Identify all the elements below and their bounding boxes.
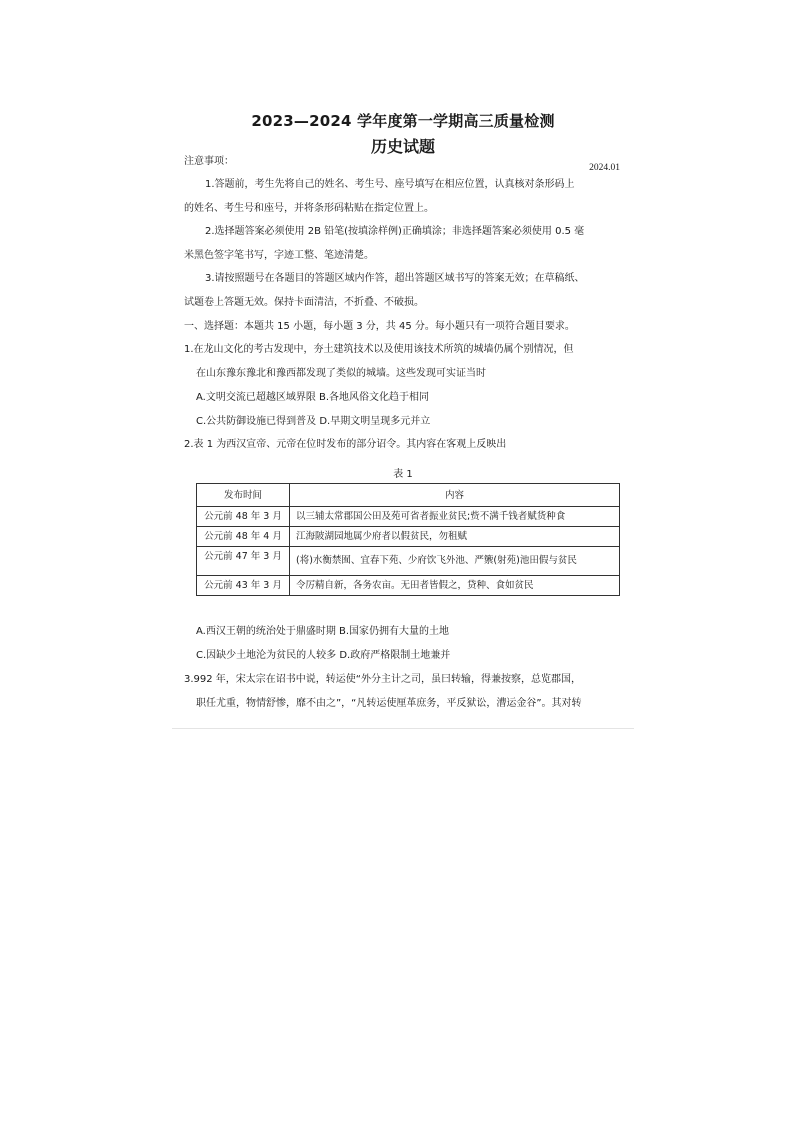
row-time: 公元前 48 年 3 月	[197, 507, 290, 527]
note-1-line-1: 1.答题前，考生先将自己的姓名、考生号、座号填写在相应位置，认真核对条形码上	[205, 179, 575, 190]
table-row	[197, 507, 620, 527]
edict-table	[196, 483, 620, 596]
q1-options-ab: A.文明交流已超越区域界限 B.各地风俗文化趋于相同	[196, 392, 430, 403]
note-2-line-1: 2.选择题答案必须使用 2B 铅笔(按填涂样例)正确填涂；非选择题答案必须使用 0.5 毫	[205, 226, 585, 237]
note-3-line-2: 试题卷上答题无效。保持卡面清洁，不折叠、不破损。	[184, 297, 424, 308]
row-time: 公元前 48 年 4 月	[197, 527, 290, 547]
q2-stem: 2.表 1 为西汉宣帝、元帝在位时发布的部分诏令。其内容在客观上反映出	[184, 439, 507, 450]
exam-subtitle: 历史试题	[370, 137, 435, 156]
q2-options-cd: C.因缺少土地沦为贫民的人较多 D.政府严格限制土地兼并	[196, 650, 451, 661]
note-1-line-2: 的姓名、考生号和座号，并将条形码粘贴在指定位置上。	[184, 203, 434, 214]
row-time: 公元前 47 年 3 月	[197, 547, 290, 576]
table-header-row	[197, 484, 620, 507]
table-row	[197, 547, 620, 576]
note-2-line-2: 米黑色签字笔书写，字迹工整、笔迹清楚。	[184, 250, 374, 261]
q1-stem-line-1: 1.在龙山文化的考古发现中，夯土建筑技术以及使用该技术所筑的城墙仍属个别情况，但	[184, 344, 574, 355]
exam-date: 2024.01	[589, 163, 620, 173]
exam-page	[172, 100, 634, 732]
q3-stem-line-1: 3.992 年，宋太宗在诏书中说，转运使“外分主计之司，虽曰转输，得兼按察，总览郡国，	[184, 674, 581, 685]
note-3-line-1: 3.请按照题号在各题目的答题区域内作答，超出答题区域书写的答案无效；在草稿纸、	[205, 273, 585, 284]
q1-options-cd: C.公共防御设施已得到普及 D.早期文明呈现多元并立	[196, 416, 431, 427]
q1-stem-line-2: 在山东豫东豫北和豫西都发现了类似的城墙。这些发现可实证当时	[196, 368, 486, 379]
q2-options-ab: A.西汉王朝的统治处于鼎盛时期 B.国家仍拥有大量的土地	[196, 626, 450, 637]
column-header-time: 发布时间	[197, 484, 290, 507]
section-1-heading: 一、选择题：本题共 15 小题，每小题 3 分，共 45 分。每小题只有一项符合题目要求。	[184, 321, 575, 332]
q3-stem-line-2: 职任尤重，物情舒惨，靡不由之”，“凡转运使厘革庶务，平反狱讼，漕运金谷”。其对转	[196, 698, 582, 709]
row-time: 公元前 43 年 3 月	[197, 576, 290, 596]
page-bottom-edge	[172, 728, 634, 729]
table-caption: 表 1	[393, 469, 413, 480]
row-content: 江海陂湖园地属少府者以假贫民，勿租赋	[290, 527, 620, 547]
table-row	[197, 527, 620, 547]
table-row	[197, 576, 620, 596]
exam-title: 2023—2024 学年度第一学期高三质量检测	[251, 112, 555, 130]
row-content: 以三辅太常郡国公田及苑可省者振业贫民;赀不满千钱者赋货种食	[290, 507, 620, 527]
row-content: (将)水衡禁囿、宜春下苑、少府饮飞外池、严籞(射苑)池田假与贫民	[290, 547, 620, 576]
column-header-content: 内容	[290, 484, 620, 507]
notes-heading: 注意事项：	[184, 156, 234, 167]
row-content: 令厉精自新，各务农亩。无田者皆假之，贷种、食如贫民	[290, 576, 620, 596]
